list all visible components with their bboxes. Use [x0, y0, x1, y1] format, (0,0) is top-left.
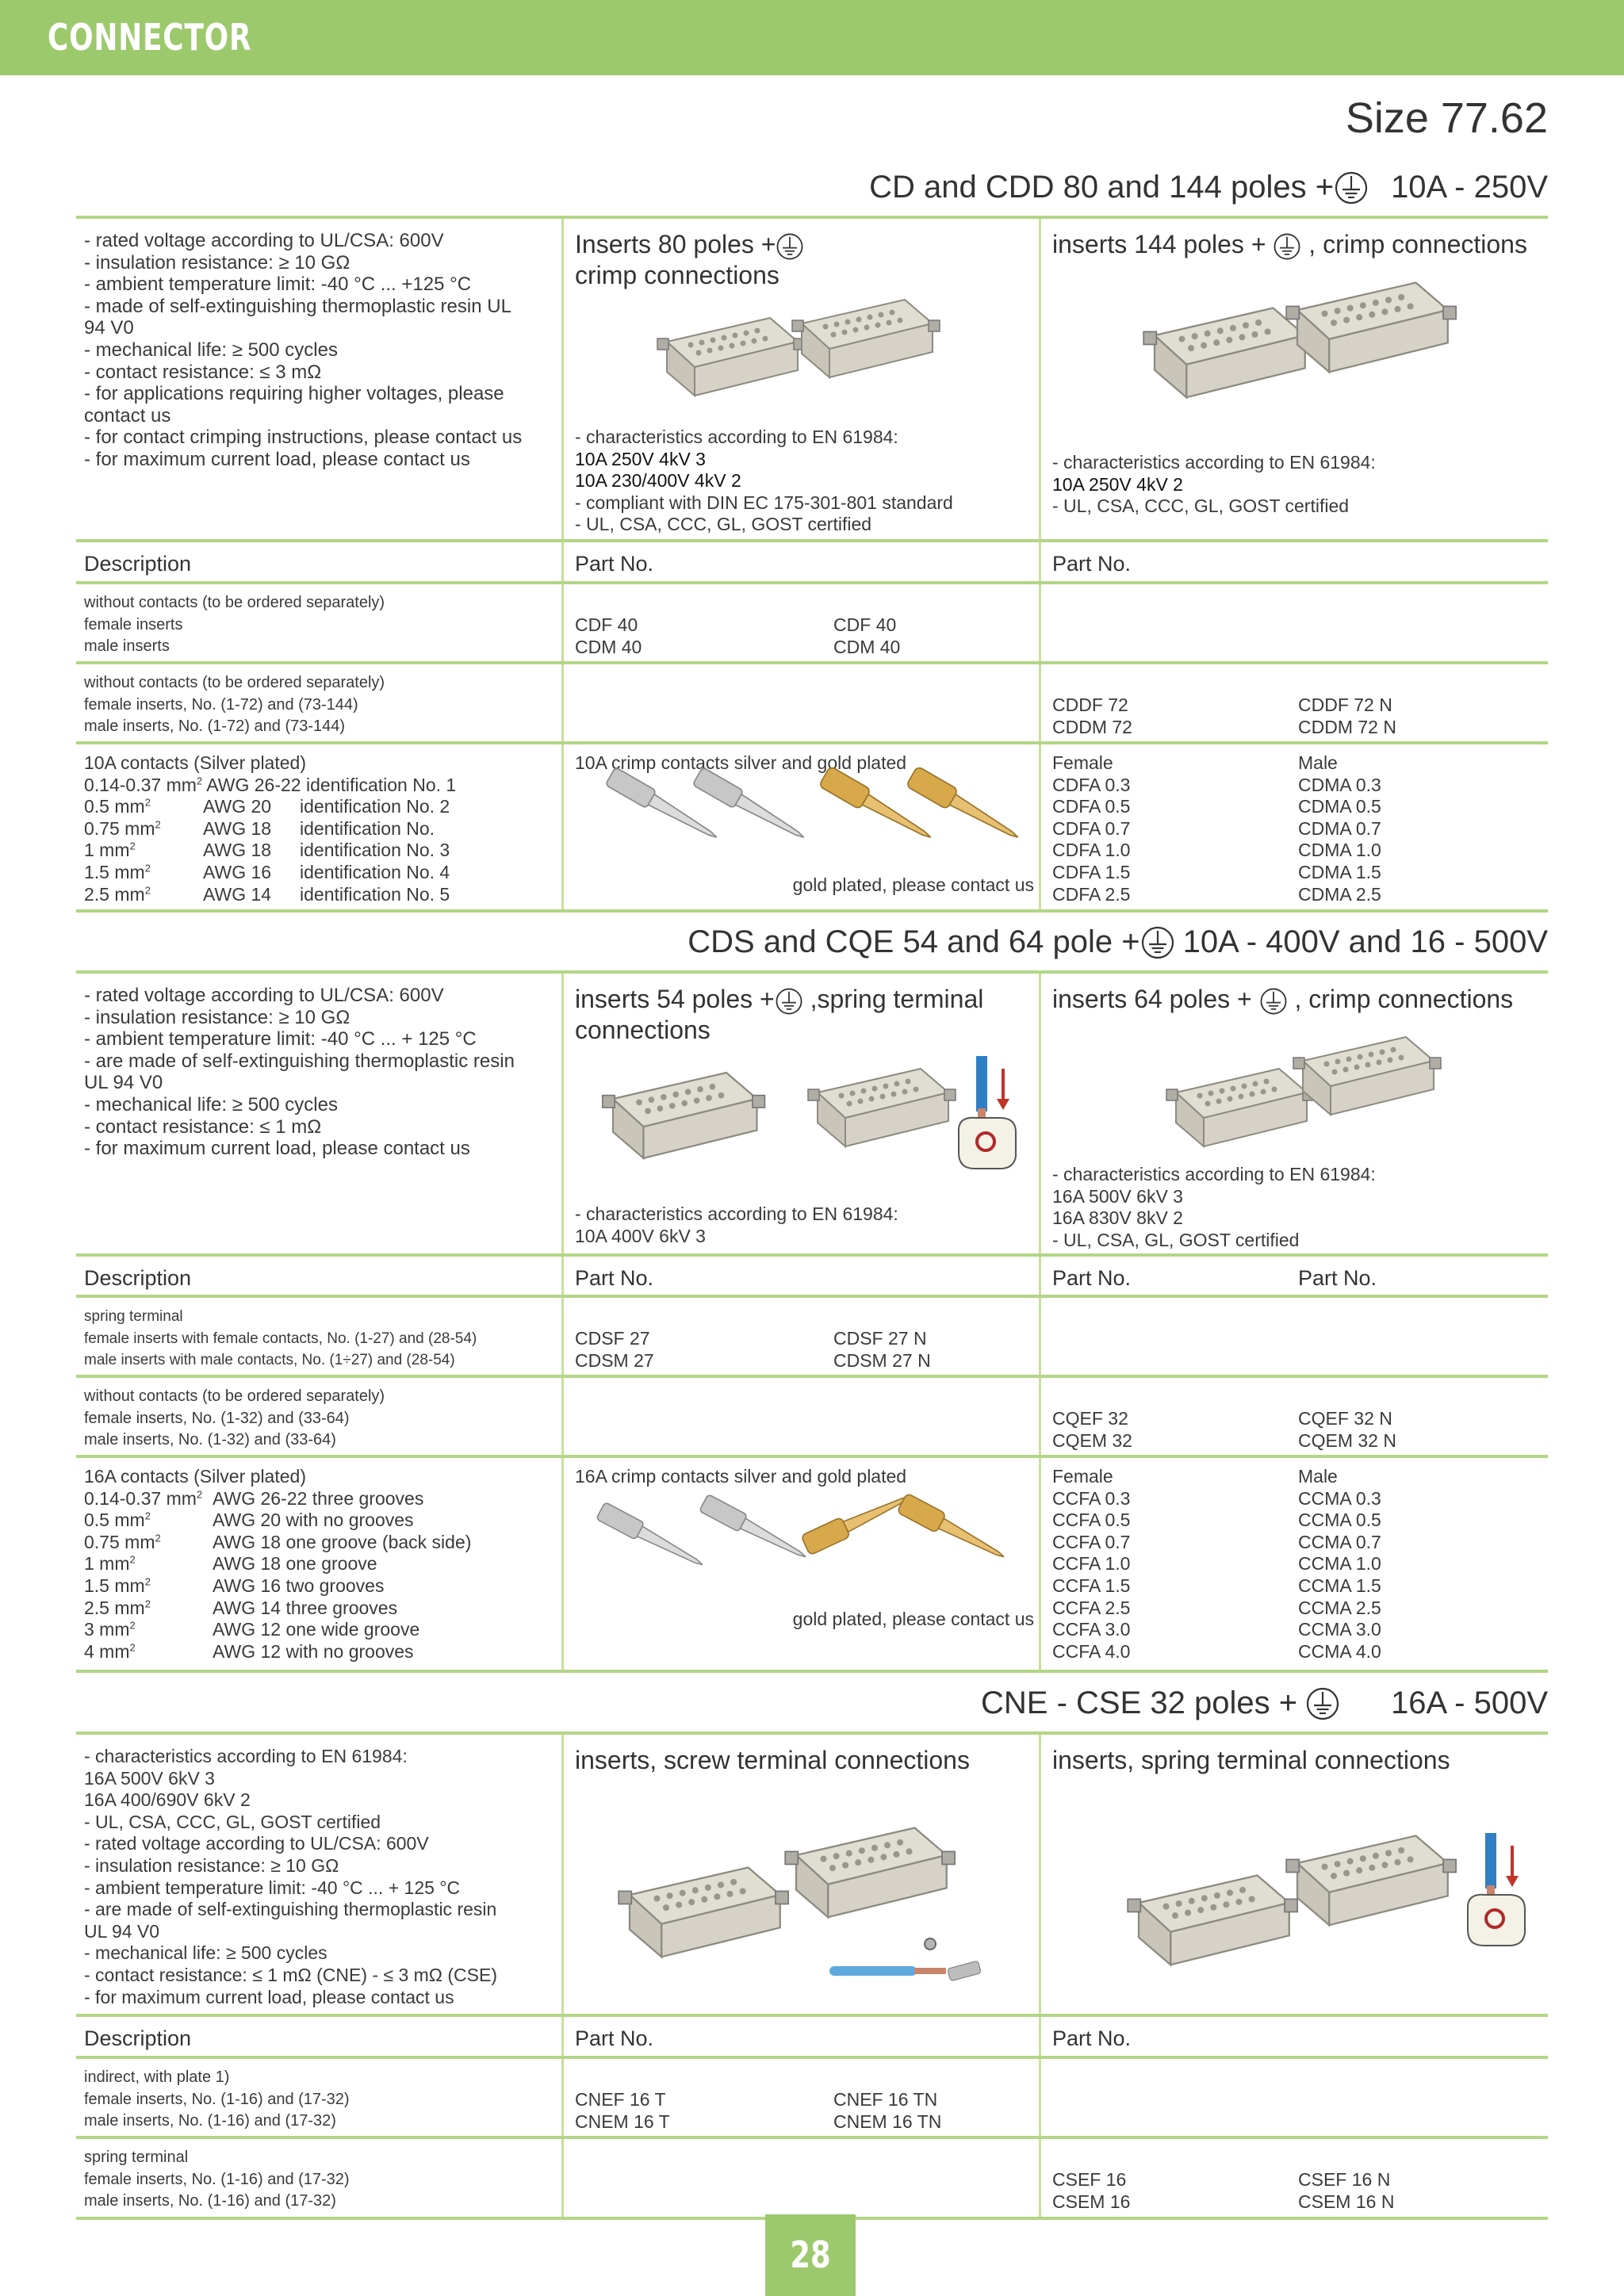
- part-number: CDDF 72: [1052, 695, 1128, 715]
- col3-heading-b: , crimp connections: [1294, 985, 1514, 1013]
- spec-line: - contact resistance: ≤ 1 mΩ (CNE) - ≤ 3 mΩ (CSE): [84, 1964, 498, 1985]
- section-1-row-2: [76, 664, 1548, 744]
- desc-line: 16A contacts (Silver plated): [84, 1466, 306, 1487]
- col2-heading: [575, 230, 1028, 289]
- col3-heading-a: inserts 144 poles +: [1052, 230, 1266, 258]
- male-header: Male: [1298, 1466, 1338, 1487]
- partno-header-group: [1039, 1257, 1548, 1295]
- note-line: - UL, CSA, CCC, GL, GOST certified: [1052, 496, 1350, 517]
- spec-line: - for maximum current load, please contact us: [84, 1138, 470, 1160]
- section-1-row-1: [76, 584, 1548, 664]
- unit-exponent: 2: [155, 1532, 161, 1544]
- awg-spec: AWG 16: [203, 861, 272, 882]
- section-2-table: [76, 970, 1548, 1670]
- desc-header: Description: [84, 1266, 192, 1290]
- part-number: CCMA 3.0: [1298, 1619, 1381, 1640]
- desc-line: without contacts (to be ordered separately): [84, 1387, 385, 1405]
- spec-line: - contact resistance: ≤ 3 mΩ: [84, 361, 322, 383]
- desc-line: female inserts, No. (1-32) and (33-64): [84, 1409, 350, 1427]
- insert-image: [1279, 1822, 1461, 1941]
- part-number: CNEF 16 T: [575, 2089, 666, 2110]
- awg-spec: AWG 18: [203, 817, 272, 839]
- section-2-col3: [1039, 974, 1548, 1253]
- note-line: - compliant with DIN EC 175-301-801 standard: [575, 492, 953, 513]
- part-number: CDMA 0.7: [1298, 817, 1381, 839]
- col2-notes: [575, 427, 953, 536]
- col3-heading-a: inserts 64 poles +: [1052, 985, 1252, 1013]
- row-description: [76, 1378, 561, 1455]
- wire-image: [825, 1957, 984, 1988]
- partno-header: Part No.: [1298, 1266, 1377, 1290]
- wire-size: 1.5 mm: [84, 861, 145, 882]
- contacts-description: [76, 1458, 561, 1670]
- row-partnos: [1039, 1378, 1548, 1455]
- note-line: 10A 400V 6kV 3: [575, 1225, 706, 1246]
- wire-size: 0.5 mm: [84, 1510, 145, 1531]
- part-number: CCMA 0.5: [1298, 1510, 1381, 1531]
- part-number: CDFA 2.5: [1052, 883, 1131, 905]
- part-number: CDMA 0.5: [1298, 796, 1381, 817]
- desc-line: 10A contacts (Silver plated): [84, 752, 306, 773]
- section-3-row-2: [76, 2139, 1548, 2220]
- desc-line: female inserts with female contacts, No. (1-27) and (28-54): [84, 1330, 477, 1347]
- part-number: CCFA 3.0: [1052, 1619, 1131, 1640]
- spring-terminal-icon: [1461, 1830, 1533, 1949]
- spec-line: - are made of self-extinguishing thermoplastic resin: [84, 1050, 515, 1072]
- spec-line: - ambient temperature limit: -40 °C ... + 125 °C: [84, 1028, 477, 1050]
- section-1-title-a: CD and CDD 80 and 144 poles +: [869, 170, 1335, 205]
- part-number: CDDM 72: [1052, 716, 1132, 737]
- unit-exponent: 2: [144, 883, 151, 896]
- spec-line: - for maximum current load, please contact us: [84, 448, 470, 470]
- unit-exponent: 2: [144, 1597, 151, 1609]
- wire-size: 1 mm: [84, 1553, 130, 1575]
- identification: identification No. 4: [300, 861, 450, 882]
- row-partnos-empty: [1039, 1298, 1548, 1375]
- spec-line: contact us: [84, 404, 171, 427]
- section-3-title-a: CNE - CSE 32 poles +: [981, 1686, 1298, 1720]
- spec-line: - characteristics according to EN 61984:: [84, 1746, 408, 1766]
- row-partnos: [561, 1298, 1039, 1375]
- awg-spec: AWG 26-22 three grooves: [213, 1487, 424, 1509]
- partno-header: Part No.: [561, 2017, 1039, 2056]
- spec-line: 16A 500V 6kV 3: [84, 1767, 215, 1789]
- desc-line: male inserts, No. (1-32) and (33-64): [84, 1431, 336, 1449]
- note-line: - characteristics according to EN 61984:: [575, 1203, 898, 1224]
- col3-heading-b: , crimp connections: [1308, 230, 1527, 258]
- spec-line: - UL, CSA, CCC, GL, GOST certified: [84, 1811, 381, 1832]
- row-description: [76, 584, 561, 661]
- part-number: CCFA 1.0: [1052, 1553, 1131, 1575]
- partno-header: Part No.: [561, 1257, 1039, 1295]
- part-number: CDM 40: [575, 636, 642, 657]
- awg-spec: AWG 18 one groove: [213, 1553, 377, 1575]
- note-line: 10A 230/400V 4kV 2: [575, 470, 741, 492]
- part-number: CDFA 1.0: [1052, 840, 1131, 861]
- col3-heading: [1052, 985, 1537, 1016]
- section-2-row-3: [76, 1458, 1548, 1673]
- spec-line: - rated voltage according to UL/CSA: 600V: [84, 1833, 429, 1854]
- contacts-partnos: [1039, 744, 1548, 909]
- col2-heading: [575, 985, 1028, 1044]
- insert-image: [786, 292, 944, 387]
- desc-line: without contacts (to be ordered separately): [84, 674, 385, 691]
- col2-heading-b: crimp connections: [575, 260, 779, 289]
- page-number-box: [765, 2214, 856, 2296]
- section-1-spec-row: [76, 219, 1548, 542]
- spec-line: - insulation resistance: ≥ 10 GΩ: [84, 1854, 339, 1876]
- section-2-head-row: [76, 1257, 1548, 1298]
- note-line: 10A 250V 4kV 3: [575, 448, 706, 469]
- spring-terminal-icon: [952, 1053, 1024, 1172]
- section-1-head-row: [76, 542, 1548, 584]
- identification: identification No.: [300, 817, 435, 839]
- col2-heading: inserts, screw terminal connections: [575, 1746, 970, 1774]
- part-number: CNEF 16 TN: [833, 2089, 938, 2110]
- note-line: 16A 500V 6kV 3: [1052, 1185, 1183, 1207]
- spec-line: - mechanical life: ≥ 500 cycles: [84, 339, 338, 361]
- part-number: CQEM 32 N: [1298, 1429, 1396, 1451]
- part-number: CCMA 0.7: [1298, 1531, 1381, 1552]
- awg-spec: AWG 26-22 identification No. 1: [206, 774, 457, 795]
- awg-spec: AWG 16 two grooves: [213, 1575, 385, 1596]
- section-3-row-1: [76, 2059, 1548, 2139]
- part-number: CQEF 32 N: [1298, 1408, 1392, 1429]
- section-2-title: [688, 924, 1548, 960]
- col3-heading: [1052, 230, 1537, 261]
- identification: identification No. 2: [300, 796, 450, 817]
- part-number: CDMA 1.5: [1298, 861, 1381, 882]
- note-line: - characteristics according to EN 61984:: [1052, 1164, 1376, 1184]
- part-number: CNEM 16 TN: [833, 2110, 942, 2132]
- desc-line: spring terminal: [84, 2149, 189, 2166]
- row-description: [76, 1298, 561, 1375]
- ground-icon: [1334, 170, 1369, 205]
- part-number: CCFA 0.7: [1052, 1531, 1131, 1552]
- row-partnos-empty: [561, 664, 1039, 741]
- spec-line: - are made of self-extinguishing thermoplastic resin: [84, 1899, 497, 1920]
- spec-line: - for maximum current load, please contact us: [84, 1986, 454, 2007]
- row-partnos-empty: [1039, 584, 1548, 661]
- ground-icon: [1140, 925, 1175, 960]
- insert-image: [802, 1061, 960, 1156]
- part-number: CSEF 16: [1052, 2169, 1127, 2190]
- section-1-col3: [1039, 219, 1548, 539]
- partno-header: Part No.: [561, 542, 1039, 581]
- wire-size: 0.75 mm: [84, 817, 155, 839]
- ground-icon: [776, 232, 804, 261]
- spec-line: - for applications requiring higher voltages, please: [84, 383, 504, 405]
- desc-header: Description: [84, 552, 192, 576]
- part-number: CCMA 1.5: [1298, 1575, 1381, 1596]
- size-title: Size 77.62: [1345, 94, 1548, 142]
- part-number: CCMA 1.0: [1298, 1553, 1381, 1575]
- contact-pin-image: [885, 1479, 1019, 1580]
- section-3-title-b: 16A - 500V: [1391, 1686, 1548, 1720]
- section-1-row-3: [76, 744, 1548, 913]
- row-description: [76, 2059, 561, 2136]
- female-header: Female: [1052, 1466, 1113, 1487]
- row-partnos: [1039, 664, 1548, 741]
- section-1-title: [869, 170, 1548, 205]
- col2-heading-b: ,spring terminal: [810, 985, 984, 1013]
- note-line: 10A 250V 4kV 2: [1052, 473, 1183, 495]
- section-3-table: [76, 1732, 1548, 2217]
- awg-spec: AWG 12 with no grooves: [213, 1640, 414, 1662]
- col3-notes: [1052, 1164, 1376, 1251]
- desc-line: female inserts, No. (1-72) and (73-144): [84, 695, 358, 714]
- unit-exponent: 2: [144, 1510, 151, 1522]
- desc-line: male inserts, No. (1-72) and (73-144): [84, 718, 346, 736]
- col2-heading-c: connections: [575, 1015, 710, 1044]
- awg-spec: AWG 20: [203, 796, 272, 817]
- section-2-spec-row: [76, 974, 1548, 1257]
- part-number: CCFA 2.5: [1052, 1597, 1131, 1618]
- spec-line: - ambient temperature limit: -40 °C ... +125 °C: [84, 274, 472, 296]
- section-2-title-a: CDS and CQE 54 and 64 pole +: [688, 924, 1140, 959]
- part-number: CDM 40: [833, 636, 901, 657]
- awg-spec: AWG 18 one groove (back side): [213, 1531, 472, 1552]
- unit-exponent: 2: [144, 1575, 151, 1588]
- part-number: CSEM 16 N: [1298, 2191, 1395, 2212]
- spec-line: - contact resistance: ≤ 1 mΩ: [84, 1115, 322, 1138]
- part-number: CCMA 2.5: [1298, 1597, 1381, 1618]
- section-1-table: [76, 216, 1548, 909]
- desc-line: male inserts: [84, 637, 170, 656]
- section-3-spec-row: [76, 1735, 1548, 2017]
- section-2-title-b: 10A - 400V and 16 - 500V: [1182, 924, 1548, 959]
- row-partnos: [561, 584, 1039, 661]
- partno-header: Part No.: [1039, 2017, 1548, 2056]
- wire-size: 0.5 mm: [84, 796, 145, 817]
- insert-image: [1287, 1029, 1446, 1124]
- section-3-col2: [561, 1735, 1039, 2014]
- part-number: CSEF 16 N: [1298, 2169, 1391, 2190]
- desc-line: male inserts, No. (1-16) and (17-32): [84, 2112, 336, 2130]
- part-number: CDFA 0.5: [1052, 796, 1131, 817]
- wire-size: 1 mm: [84, 840, 130, 861]
- awg-spec: AWG 12 one wide groove: [213, 1619, 420, 1640]
- row-description: [76, 2139, 561, 2217]
- gold-note: gold plated, please contact us: [792, 1609, 1034, 1629]
- spec-line: - made of self-extinguishing thermoplastic resin UL: [84, 295, 511, 317]
- spec-line: - rated voltage according to UL/CSA: 600V: [84, 985, 444, 1006]
- wire-size: 4 mm: [84, 1640, 130, 1662]
- part-number: CCMA 4.0: [1298, 1640, 1381, 1662]
- awg-spec: AWG 20 with no grooves: [213, 1510, 414, 1531]
- page-number: 28: [790, 2233, 831, 2276]
- part-number: CNEM 16 T: [575, 2110, 670, 2132]
- unit-exponent: 2: [129, 1619, 136, 1632]
- desc-line: male inserts, No. (1-16) and (17-32): [84, 2192, 336, 2210]
- ground-icon: [775, 987, 803, 1016]
- note-line: - UL, CSA, CCC, GL, GOST certified: [575, 514, 872, 535]
- note-line: - characteristics according to EN 61984:: [575, 427, 898, 447]
- spec-line: - mechanical life: ≥ 500 cycles: [84, 1942, 327, 1964]
- unit-exponent: 2: [144, 862, 151, 874]
- note-line: - UL, CSA, GL, GOST certified: [1052, 1229, 1300, 1250]
- desc-line: female inserts, No. (1-16) and (17-32): [84, 2090, 350, 2108]
- identification: identification No. 3: [300, 840, 450, 861]
- part-number: CDMA 1.0: [1298, 840, 1381, 861]
- awg-spec: AWG 18: [203, 840, 272, 861]
- unit-exponent: 2: [196, 774, 203, 786]
- part-number: CCFA 4.0: [1052, 1640, 1131, 1662]
- row-partnos-empty: [1039, 2059, 1548, 2136]
- part-number: CCFA 0.3: [1052, 1487, 1131, 1509]
- section-1-col2: [561, 219, 1039, 539]
- wire-size: 0.14-0.37 mm: [84, 1487, 197, 1509]
- section-2-spec: [76, 974, 561, 1253]
- wire-size: 2.5 mm: [84, 883, 145, 905]
- part-number: CDSF 27: [575, 1328, 650, 1349]
- part-number: CDF 40: [833, 614, 897, 635]
- ground-icon: [1305, 1686, 1340, 1721]
- section-2-row-1: [76, 1298, 1548, 1378]
- spec-line: 16A 400/690V 6kV 2: [84, 1789, 251, 1811]
- part-number: CCFA 0.5: [1052, 1510, 1131, 1531]
- unit-exponent: 2: [155, 818, 161, 831]
- part-number: CDDF 72 N: [1298, 695, 1392, 715]
- male-header: Male: [1298, 752, 1338, 773]
- wire-size: 0.14-0.37 mm: [84, 774, 197, 795]
- part-number: CQEM 32: [1052, 1429, 1132, 1451]
- part-number: CDFA 0.7: [1052, 817, 1131, 839]
- section-2-row-2: [76, 1378, 1548, 1458]
- contacts-caption: 16A crimp contacts silver and gold plated: [575, 1466, 907, 1487]
- awg-spec: AWG 14 three grooves: [213, 1597, 398, 1618]
- ground-icon: [1273, 232, 1301, 261]
- part-number: CDDM 72 N: [1298, 716, 1396, 737]
- part-number: CDSM 27: [575, 1349, 654, 1371]
- insert-image: [778, 1814, 960, 1933]
- desc-line: spring terminal: [84, 1308, 183, 1325]
- unit-exponent: 2: [196, 1487, 203, 1500]
- partno-header: Part No.: [1039, 542, 1548, 581]
- part-number: CDF 40: [575, 614, 638, 635]
- contacts-partnos: [1039, 1458, 1548, 1670]
- spec-line: 94 V0: [84, 317, 134, 339]
- part-number: CDSF 27 N: [833, 1328, 927, 1349]
- insert-image: [1279, 273, 1461, 384]
- awg-spec: AWG 14: [203, 883, 272, 905]
- col3-heading: inserts, spring terminal connections: [1052, 1746, 1450, 1774]
- row-partnos: [561, 2059, 1039, 2136]
- unit-exponent: 2: [129, 1553, 136, 1566]
- ground-icon: [1259, 987, 1288, 1016]
- unit-exponent: 2: [144, 796, 151, 809]
- wire-size: 2.5 mm: [84, 1597, 145, 1618]
- part-number: CDFA 0.3: [1052, 774, 1131, 795]
- wire-size: 0.75 mm: [84, 1531, 155, 1552]
- col3-notes: [1052, 452, 1376, 518]
- note-line: 16A 830V 8kV 2: [1052, 1207, 1183, 1229]
- row-description: [76, 664, 561, 741]
- part-number: CSEM 16: [1052, 2191, 1131, 2212]
- part-number: CCFA 1.5: [1052, 1575, 1131, 1596]
- col2-notes: [575, 1203, 898, 1247]
- desc-line: without contacts (to be ordered separately): [84, 594, 385, 611]
- part-number: CDMA 0.3: [1298, 774, 1381, 795]
- wire-size: 1.5 mm: [84, 1575, 145, 1596]
- spec-line: UL 94 V0: [84, 1072, 163, 1094]
- wire-size: 3 mm: [84, 1619, 130, 1640]
- desc-line: female inserts, No. (1-16) and (17-32): [84, 2170, 350, 2188]
- part-number: CDMA 2.5: [1298, 883, 1381, 905]
- section-2-col2: [561, 974, 1039, 1253]
- desc-header: Description: [84, 2026, 192, 2050]
- identification: identification No. 5: [300, 883, 450, 905]
- spec-line: - insulation resistance: ≥ 10 GΩ: [84, 1006, 350, 1028]
- spec-line: UL 94 V0: [84, 1920, 160, 1942]
- insert-image: [1120, 1862, 1303, 1980]
- contacts-images-cell: [561, 744, 1039, 909]
- spec-line: - mechanical life: ≥ 500 cycles: [84, 1093, 338, 1115]
- insert-image: [596, 1061, 770, 1172]
- section-3-head-row: [76, 2017, 1548, 2059]
- unit-exponent: 2: [129, 1641, 136, 1654]
- screw-icon: [922, 1936, 938, 1952]
- female-header: Female: [1052, 752, 1113, 773]
- section-1-spec: [76, 219, 561, 539]
- part-number: CDFA 1.5: [1052, 861, 1131, 882]
- insert-image: [611, 1854, 794, 1973]
- part-number: CCMA 0.3: [1298, 1487, 1381, 1509]
- header-bar: [0, 0, 1624, 75]
- spec-line: - for contact crimping instructions, please contact us: [84, 427, 523, 449]
- section-1-title-b: 10A - 250V: [1391, 170, 1548, 205]
- part-number: CDSM 27 N: [833, 1349, 931, 1371]
- spec-line: - rated voltage according to UL/CSA: 600V: [84, 230, 444, 251]
- desc-line: female inserts: [84, 615, 183, 633]
- spec-line: - insulation resistance: ≥ 10 GΩ: [84, 251, 350, 274]
- partno-header: Part No.: [1052, 1266, 1132, 1290]
- desc-line: indirect, with plate 1): [84, 2068, 230, 2086]
- unit-exponent: 2: [129, 840, 136, 852]
- note-line: - characteristics according to EN 61984:: [1052, 452, 1376, 473]
- contacts-images-cell: [561, 1458, 1039, 1670]
- contacts-caption: 10A crimp contacts silver and gold plated: [575, 752, 907, 773]
- col2-heading-a: inserts 54 poles +: [575, 985, 775, 1013]
- section-3-title: [981, 1686, 1548, 1721]
- section-3-spec: [76, 1735, 561, 2014]
- row-partnos-empty: [561, 2139, 1039, 2217]
- row-partnos: [1039, 2139, 1548, 2217]
- contacts-description: [76, 744, 561, 909]
- part-number: CQEF 32: [1052, 1408, 1128, 1429]
- desc-line: male inserts with male contacts, No. (1÷27) and (28-54): [84, 1352, 455, 1369]
- spec-line: - ambient temperature limit: -40 °C ... + 125 °C: [84, 1877, 461, 1898]
- gold-note: gold plated, please contact us: [792, 874, 1034, 895]
- header-title: CONNECTOR: [48, 16, 252, 59]
- section-3-col3: [1039, 1735, 1548, 2014]
- col2-heading-a: Inserts 80 poles +: [575, 230, 776, 258]
- row-partnos-empty: [561, 1378, 1039, 1455]
